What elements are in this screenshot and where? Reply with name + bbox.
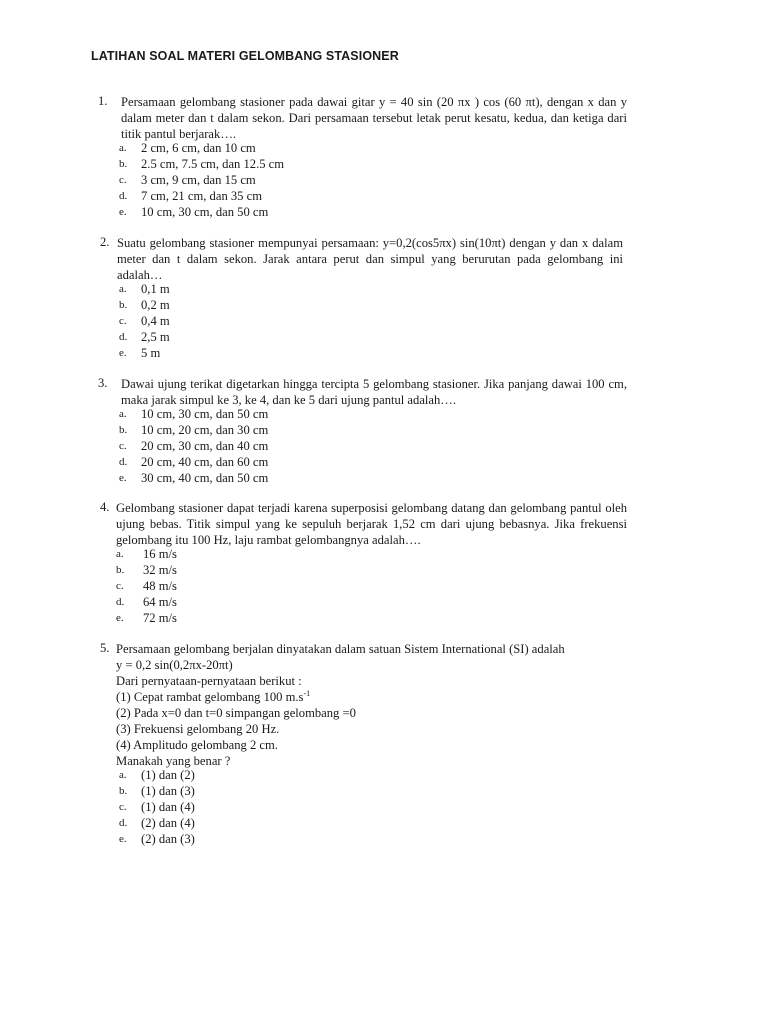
option-letter: c. xyxy=(119,315,127,327)
option-letter: c. xyxy=(119,440,127,452)
option-text: 0,2 m xyxy=(141,298,170,312)
option-text: (2) dan (3) xyxy=(141,832,195,846)
question-prompt: Manakah yang benar ? xyxy=(116,754,231,768)
option-letter: b. xyxy=(119,158,128,170)
option-text: (1) dan (4) xyxy=(141,800,195,814)
option-letter: e. xyxy=(116,612,124,624)
option-letter: e. xyxy=(119,833,127,845)
option-text: 0,1 m xyxy=(141,282,170,296)
option-letter: d. xyxy=(119,456,128,468)
question-number: 2. xyxy=(100,235,110,249)
question-stem: Dawai ujung terikat digetarkan hingga tercipta 5 gelombang stasioner. Jika panjang dawai 100 cm, maka jarak simpul ke 3, ke 4, dan ke 5 dari ujung pantul adalah…. xyxy=(121,377,627,407)
option-text: 0,4 m xyxy=(141,314,170,328)
option-text: 20 cm, 30 cm, dan 40 cm xyxy=(141,439,269,453)
question-number: 1. xyxy=(98,94,108,108)
question-stem: Suatu gelombang stasioner mempunyai persamaan: y=0,2(cos5πx) sin(10πt) dengan y dan x dalam meter dan t dalam sekon. Jarak antara perut dan simpul yang berurutan pada gelombang ini adalah… xyxy=(117,236,623,282)
option-text: 5 m xyxy=(141,346,161,360)
option-letter: a. xyxy=(119,769,127,781)
option-letter: e. xyxy=(119,206,127,218)
statement-2: (2) Pada x=0 dan t=0 simpangan gelombang =0 xyxy=(116,706,356,720)
option-letter: d. xyxy=(116,596,125,608)
option-text: 2.5 cm, 7.5 cm, dan 12.5 cm xyxy=(141,157,285,171)
statement-3: (3) Frekuensi gelombang 20 Hz. xyxy=(116,722,280,736)
option-letter: d. xyxy=(119,817,128,829)
option-text: 10 cm, 20 cm, dan 30 cm xyxy=(141,423,269,437)
option-text: 2,5 m xyxy=(141,330,170,344)
option-letter: b. xyxy=(119,299,128,311)
question-stem: Persamaan gelombang stasioner pada dawai gitar y = 40 sin (20 πx ) cos (60 πt), dengan x dan y dalam meter dan t dalam sekon. Dari persamaan tersebut letak perut kesatu, kedua, dan ketiga dari titik pantul berjarak…. xyxy=(121,95,627,141)
option-letter: c. xyxy=(119,174,127,186)
option-text: 64 m/s xyxy=(143,595,177,609)
option-text: 2 cm, 6 cm, dan 10 cm xyxy=(141,141,256,155)
option-text: 30 cm, 40 cm, dan 50 cm xyxy=(141,471,269,485)
option-text: 20 cm, 40 cm, dan 60 cm xyxy=(141,455,269,469)
option-text: 10 cm, 30 cm, dan 50 cm xyxy=(141,205,269,219)
option-text: 48 m/s xyxy=(143,579,177,593)
page-title: LATIHAN SOAL MATERI GELOMBANG STASIONER xyxy=(91,49,399,63)
option-letter: e. xyxy=(119,347,127,359)
option-letter: a. xyxy=(116,548,124,560)
question-stem: Persamaan gelombang berjalan dinyatakan dalam satuan Sistem International (SI) adalah xyxy=(116,642,565,656)
option-letter: c. xyxy=(119,801,127,813)
option-text: 72 m/s xyxy=(143,611,177,625)
option-letter: b. xyxy=(119,424,128,436)
option-letter: e. xyxy=(119,472,127,484)
option-letter: b. xyxy=(116,564,125,576)
equation: y = 0,2 sin(0,2πx-20πt) xyxy=(116,658,233,672)
statement-superscript: -1 xyxy=(303,688,311,698)
statements-intro: Dari pernyataan-pernyataan berikut : xyxy=(116,674,302,688)
option-letter: a. xyxy=(119,283,127,295)
question-number: 5. xyxy=(100,641,110,655)
option-text: 3 cm, 9 cm, dan 15 cm xyxy=(141,173,256,187)
question-stem: Gelombang stasioner dapat terjadi karena superposisi gelombang datang dan gelombang pantul oleh ujung bebas. Titik simpul yang ke sepuluh berjarak 1,52 cm dari ujung bebasnya. Jika frekuensi gelombang itu 100 Hz, laju rambat gelombangnya adalah…. xyxy=(116,501,627,547)
option-text: 16 m/s xyxy=(143,547,177,561)
option-text: 32 m/s xyxy=(143,563,177,577)
option-text: (1) dan (3) xyxy=(141,784,195,798)
statement-1 xyxy=(116,689,310,705)
question-number: 4. xyxy=(100,500,110,514)
option-letter: b. xyxy=(119,785,128,797)
option-letter: c. xyxy=(116,580,124,592)
option-text: 7 cm, 21 cm, dan 35 cm xyxy=(141,189,263,203)
option-text: (2) dan (4) xyxy=(141,816,195,830)
statement-4: (4) Amplitudo gelombang 2 cm. xyxy=(116,738,278,752)
option-letter: d. xyxy=(119,331,128,343)
option-letter: d. xyxy=(119,190,128,202)
option-text: 10 cm, 30 cm, dan 50 cm xyxy=(141,407,269,421)
question-number: 3. xyxy=(98,376,108,390)
option-letter: a. xyxy=(119,408,127,420)
statement-text: (1) Cepat rambat gelombang 100 m.s xyxy=(116,690,304,704)
option-letter: a. xyxy=(119,142,127,154)
option-text: (1) dan (2) xyxy=(141,768,195,782)
